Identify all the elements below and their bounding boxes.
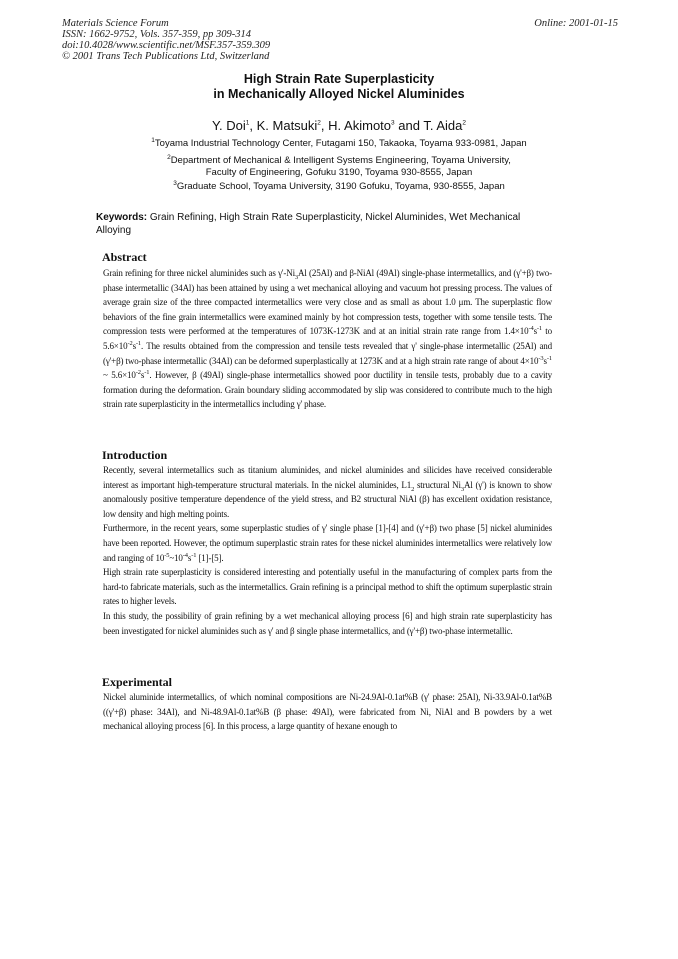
intro-paragraph-3: High strain rate superplasticity is considered interesting and potentially useful in the manufacturing of complex parts from the hard-to fabricate materials, such as the intermetallics. Grain refining is a principal method to shift the optimum superplastic strain rates to higher levels. [103,567,552,607]
affiliation-text: Toyama Industrial Technology Center, Futagami 150, Takaoka, Toyama 933-0981, Japan [154,138,527,149]
journal-name: Materials Science Forum [62,18,169,29]
author-1-affil: 1 [245,119,250,127]
affiliation-3 [0,181,678,193]
affiliation-text: Graduate School, Toyama University, 3190 Gofuku, Toyama, 930-8555, Japan [176,181,505,192]
abstract-heading: Abstract [102,250,147,264]
experimental-body [103,690,552,734]
keywords-text: Grain Refining, High Strain Rate Superplasticity, Nickel Aluminides, Wet Mechanical Alloying [96,212,521,236]
affiliation-text-line2: Faculty of Engineering, Gofuku 3190, Toyama 930-8555, Japan [205,167,473,178]
title-line-1: High Strain Rate Superplasticity [243,72,435,86]
affiliation-1 [0,138,678,150]
author-1: Y. Doi [212,118,246,133]
abstract-paragraph: Grain refining for three nickel aluminides such as $\gamma'-Ni_3Al$ (25Al) and β-NiAl (49Al) single-phase intermetallics, and (γ'+β) two-phase intermetallic (34Al) has been attained by using a wet mechanical alloying and vacuum hot pressing process. The values of average grain size of the three compacted intermetallics were very close and as small as about 1.0 μm. The superplastic flow behaviors of the fine grain intermetallics were examined mainly by hot compression tests, together with some tensile tests. The compression tests were performed at the temperatures of 1073K-1273K and at an initial strain rate range from $1.4\times 10^{-4}s^{-1}$ to $5.6\times 10^{-2}s^{-1}$. The results obtained from the compression and tensile tests revealed that γ' single-phase intermetallic (25Al) and (γ'+β) two-phase intermetallic (34Al) can be deformed superplastically at 1273K and at a high strain rate range of about $4\times 10^{-3}s^{-1}$ ~ $5.6\times 10^{-2}s^{-1}$. However, β (49Al) single-phase intermetallics showed poor ductility in tensile tests, probably due to a cavity formation during the deformation. Grain boundary sliding accommodated by slip was considered to contribute much to the high strain rate superplasticity in the intermetallics including γ' phase. [103,268,553,410]
paper-title [0,72,678,102]
author-2-affil: 2 [317,119,321,127]
author-2: K. Matsuki [256,118,318,133]
intro-paragraph-1: Recently, several intermetallics such as titanium aluminides, and nickel aluminides and silicides have received considerable interest as important high-temperature structural materials. In the nickel aluminides, $L1_2$ structural $Ni_3Al$ (γ') is known to show anomalously positive temperature dependence of the yield stress, and B2 structural NiAl (β) has excellent oxidation resistance, low density and high melting points. [103,465,553,519]
doi-line: doi:10.4028/www.scientific.net/MSF.357-359.309 [62,40,271,51]
intro-paragraph-4: In this study, the possibility of grain refining by a wet mechanical alloying process [6] and high strain rate superplasticity has been investigated for nickel aluminides such as γ' and β single phase intermetallics, and (γ'+β) two-phase intermetallic. [103,610,552,636]
author-3: H. Akimoto [328,118,392,133]
introduction-body [103,463,552,638]
copyright-line: © 2001 Trans Tech Publications Ltd, Switzerland [62,51,270,62]
author-4-affil: 2 [462,119,466,127]
author-separator: , [249,118,257,133]
abstract-body [103,266,552,412]
author-and: and [394,118,424,133]
experimental-paragraph: Nickel aluminide intermetallics, of which nominal compositions are Ni-24.9Al-0.1at%B (γ' phase: 25Al), Ni-33.9Al-0.1at%B ((γ'+β) phase: 34Al), and Ni-48.9Al-0.1at%B (β phase: 49Al), were fabricated from Ni, NiAl and B powders by a wet mechanical alloying process [6]. In this process, a large quantity of hexane enough to [103,692,552,732]
author-separator: , [320,118,329,133]
affiliation-2 [0,155,678,179]
journal-header [62,18,270,62]
affiliation-marker: 2 [167,153,171,161]
keywords [96,212,546,237]
intro-paragraph-2: Furthermore, in the recent years, some superplastic studies of γ' single phase [1]-[4] and (γ'+β) two phase [5] nickel aluminides have been reported. However, the optimum superplastic strain rates for these nickel aluminides intermetallics were relatively low and ranging of $10^{-5}\sim 10^{-4}s^{-1}$ [1]-[5]. [103,523,552,563]
affiliation-marker: 3 [173,179,177,187]
issn-line: ISSN: 1662-9752, Vols. 357-359, pp 309-314 [62,29,251,40]
author-3-affil: 3 [391,119,395,127]
keywords-label: Keywords: [96,212,148,223]
online-date: Online: 2001-01-15 [534,18,618,29]
affiliation-text: Department of Mechanical & Intelligent Systems Engineering, Toyama University, [170,155,511,166]
title-line-2: in Mechanically Alloyed Nickel Aluminides [213,87,465,101]
author-list [0,118,678,133]
author-4: T. Aida [423,118,463,133]
experimental-heading: Experimental [102,675,172,689]
affiliation-marker: 1 [151,136,155,144]
introduction-heading: Introduction [102,448,168,462]
